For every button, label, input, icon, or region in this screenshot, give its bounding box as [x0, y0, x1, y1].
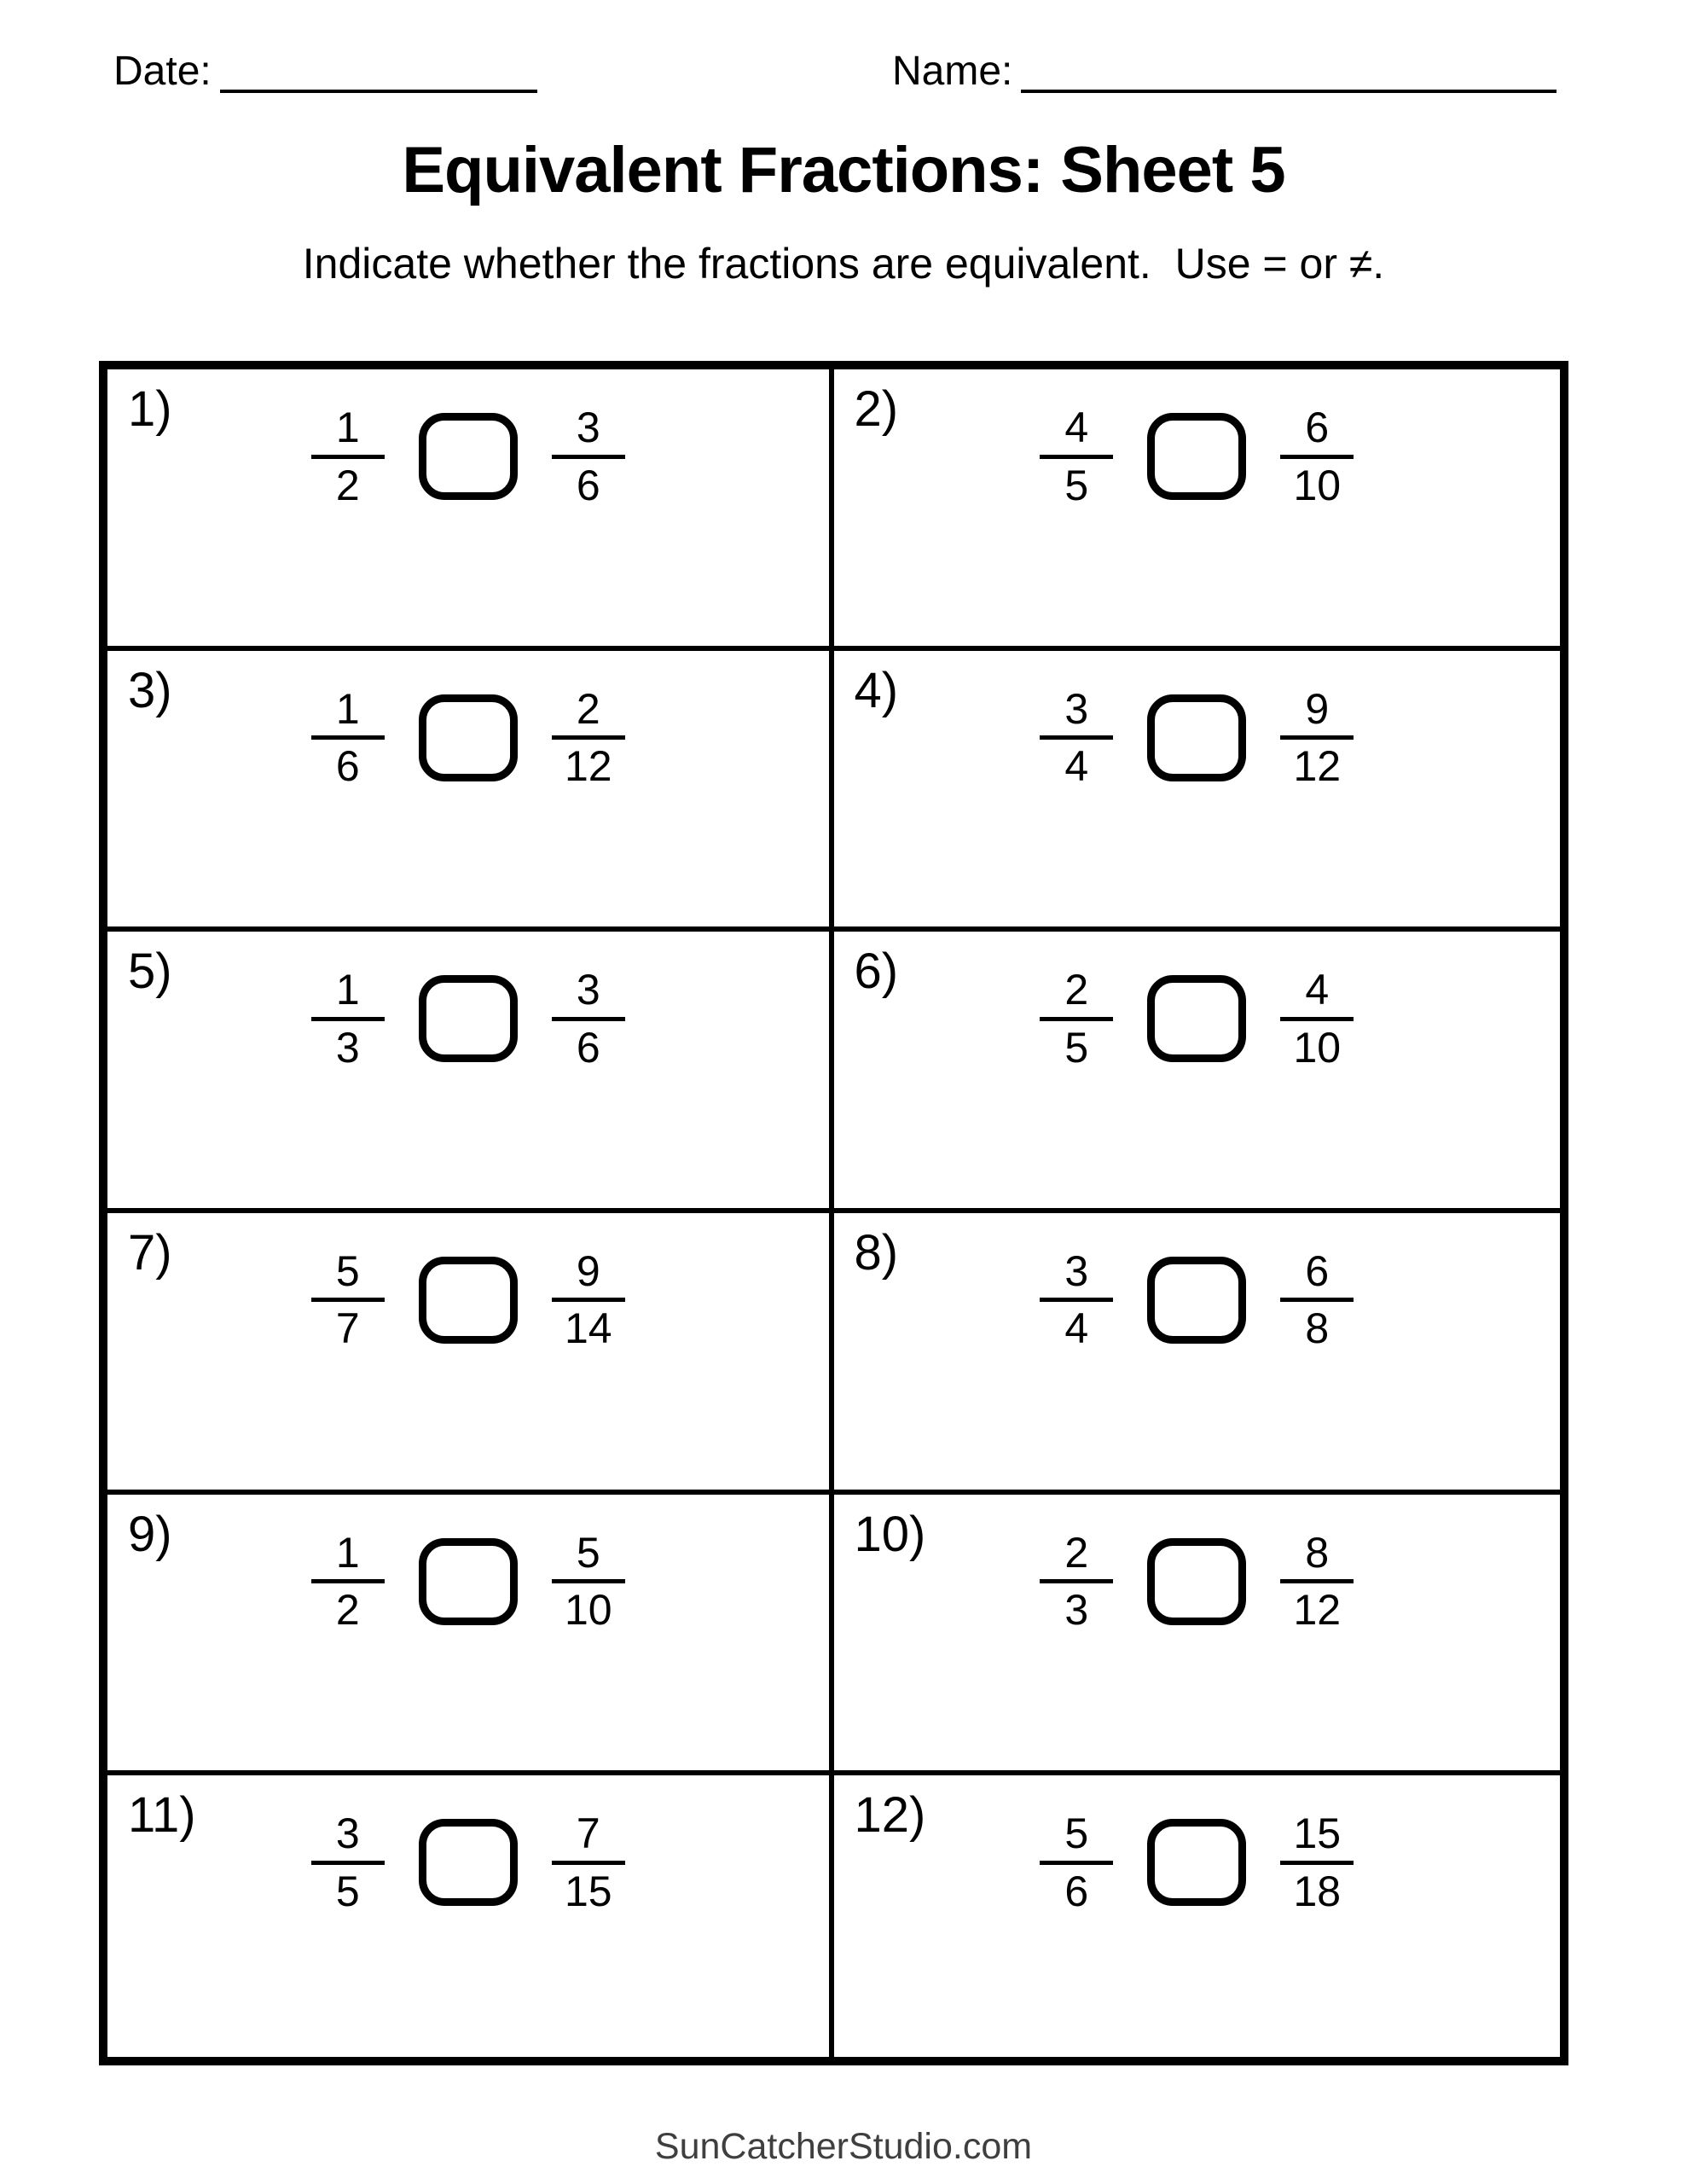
numerator: 5: [1064, 1809, 1089, 1858]
name-write-line[interactable]: [1021, 50, 1557, 93]
problem-row: [107, 967, 829, 1070]
numerator: 8: [1305, 1528, 1330, 1577]
answer-box[interactable]: [419, 1257, 518, 1344]
name-field: [892, 49, 1557, 95]
problem-row: [834, 405, 1561, 508]
problem-cell-4: [834, 651, 1561, 932]
denominator: 12: [564, 742, 612, 791]
numerator: 6: [1305, 404, 1330, 451]
denominator: 4: [1064, 742, 1089, 791]
fraction-bar: [1040, 735, 1113, 740]
numerator: 4: [1064, 404, 1089, 451]
numerator: 4: [1305, 966, 1330, 1014]
problem-cell-10: [834, 1495, 1561, 1776]
left-fraction: [1040, 1246, 1113, 1353]
denominator: 10: [564, 1586, 612, 1635]
answer-box[interactable]: [1147, 1257, 1246, 1344]
problem-number: 2): [854, 381, 899, 437]
problem-number: 3): [128, 662, 172, 718]
problem-number: 8): [854, 1224, 899, 1281]
numerator: 2: [1064, 966, 1089, 1014]
problem-number: 6): [854, 944, 899, 1000]
fraction-bar: [311, 1017, 385, 1021]
fraction-bar: [1040, 1861, 1113, 1865]
right-fraction: [552, 1246, 625, 1353]
fraction-bar: [1280, 735, 1354, 740]
left-fraction: [1040, 684, 1113, 791]
fraction-bar: [1280, 1861, 1354, 1865]
denominator: 3: [1064, 1586, 1089, 1635]
answer-box[interactable]: [419, 1819, 518, 1906]
right-fraction: [1280, 967, 1354, 1070]
denominator: 6: [1064, 1867, 1089, 1915]
fraction-bar: [552, 1017, 625, 1021]
right-fraction: [552, 684, 625, 791]
numerator: 5: [335, 1246, 360, 1295]
numerator: 2: [576, 684, 600, 733]
numerator: 15: [1293, 1809, 1342, 1858]
fraction-bar: [1040, 455, 1113, 459]
problem-number: 5): [128, 944, 172, 1000]
denominator: 15: [564, 1867, 612, 1915]
answer-box[interactable]: [419, 975, 518, 1062]
fraction-bar: [311, 1298, 385, 1302]
fraction-bar: [552, 455, 625, 459]
denominator: 4: [1064, 1304, 1089, 1353]
left-fraction: [1040, 967, 1113, 1070]
numerator: 1: [335, 1528, 360, 1577]
fraction-bar: [552, 1579, 625, 1583]
numerator: 9: [1305, 684, 1330, 733]
problem-cell-2: [834, 369, 1561, 651]
left-fraction: [311, 684, 385, 791]
numerator: 1: [335, 966, 360, 1014]
problem-row: [107, 1811, 829, 1914]
problem-number: 12): [854, 1787, 926, 1844]
problem-cell-1: [107, 369, 834, 651]
denominator: 2: [335, 461, 360, 509]
right-fraction: [1280, 684, 1354, 791]
right-fraction: [552, 1528, 625, 1635]
denominator: 6: [576, 1023, 600, 1072]
problem-number: 9): [128, 1506, 172, 1562]
numerator: 9: [576, 1246, 600, 1295]
problem-cell-3: [107, 651, 834, 932]
left-fraction: [311, 967, 385, 1070]
fraction-bar: [311, 735, 385, 740]
fraction-bar: [552, 1861, 625, 1865]
fraction-bar: [1280, 455, 1354, 459]
problem-row: [107, 405, 829, 508]
fraction-bar: [1040, 1017, 1113, 1021]
numerator: 6: [1305, 1246, 1330, 1295]
denominator: 5: [1064, 461, 1089, 509]
denominator: 14: [564, 1304, 612, 1353]
answer-box[interactable]: [419, 694, 518, 781]
right-fraction: [552, 405, 625, 508]
left-fraction: [311, 1246, 385, 1353]
left-fraction: [311, 1811, 385, 1914]
footer-credit: SunCatcherStudio.com: [654, 2126, 1033, 2167]
numerator: 5: [576, 1528, 600, 1577]
name-label: Name:: [892, 49, 1013, 94]
right-fraction: [552, 1811, 625, 1914]
denominator: 12: [1293, 742, 1342, 791]
problem-row: [834, 1246, 1561, 1353]
answer-box[interactable]: [419, 1538, 518, 1625]
right-fraction: [1280, 405, 1354, 508]
numerator: 1: [335, 404, 360, 451]
answer-box[interactable]: [1147, 413, 1246, 500]
date-write-line[interactable]: [220, 50, 537, 93]
answer-box[interactable]: [419, 413, 518, 500]
problem-row: [834, 1811, 1561, 1914]
numerator: 3: [1064, 1246, 1089, 1295]
denominator: 10: [1293, 461, 1342, 509]
denominator: 5: [1064, 1023, 1089, 1072]
denominator: 6: [576, 461, 600, 509]
numerator: 7: [576, 1809, 600, 1858]
left-fraction: [311, 405, 385, 508]
problem-cell-7: [107, 1213, 834, 1495]
problem-number: 4): [854, 662, 899, 718]
fraction-bar: [311, 455, 385, 459]
right-fraction: [1280, 1811, 1354, 1914]
denominator: 2: [335, 1586, 360, 1635]
problem-number: 10): [854, 1506, 926, 1562]
right-fraction: [1280, 1246, 1354, 1353]
fraction-bar: [1280, 1017, 1354, 1021]
numerator: 3: [335, 1809, 360, 1858]
answer-box[interactable]: [1147, 1819, 1246, 1906]
numerator: 1: [335, 684, 360, 733]
problem-number: 11): [128, 1787, 196, 1844]
numerator: 2: [1064, 1528, 1089, 1577]
denominator: 10: [1293, 1023, 1342, 1072]
problem-cell-6: [834, 932, 1561, 1213]
problem-cell-9: [107, 1495, 834, 1776]
answer-box[interactable]: [1147, 694, 1246, 781]
fraction-bar: [311, 1579, 385, 1583]
page-title: Equivalent Fractions: Sheet 5: [402, 134, 1285, 206]
denominator: 3: [335, 1023, 360, 1072]
left-fraction: [1040, 1811, 1113, 1914]
fraction-bar: [1040, 1298, 1113, 1302]
fraction-bar: [311, 1861, 385, 1865]
fraction-bar: [1280, 1579, 1354, 1583]
problem-row: [107, 684, 829, 791]
fraction-bar: [1040, 1579, 1113, 1583]
denominator: 12: [1293, 1586, 1342, 1635]
fraction-bar: [552, 735, 625, 740]
problem-row: [834, 967, 1561, 1070]
answer-box[interactable]: [1147, 1538, 1246, 1625]
problem-cell-8: [834, 1213, 1561, 1495]
denominator: 18: [1293, 1867, 1342, 1915]
date-label: Date:: [113, 49, 212, 94]
numerator: 3: [1064, 684, 1089, 733]
problem-row: [107, 1246, 829, 1353]
fraction-bar: [552, 1298, 625, 1302]
problems-grid: [99, 361, 1568, 2065]
problem-cell-5: [107, 932, 834, 1213]
problem-number: 7): [128, 1224, 172, 1281]
problem-cell-12: [834, 1775, 1561, 2057]
problem-number: 1): [128, 381, 172, 437]
problem-row: [107, 1528, 829, 1635]
left-fraction: [1040, 405, 1113, 508]
denominator: 6: [335, 742, 360, 791]
fraction-bar: [1280, 1298, 1354, 1302]
problem-row: [834, 684, 1561, 791]
answer-box[interactable]: [1147, 975, 1246, 1062]
date-field: [113, 49, 537, 95]
problem-cell-11: [107, 1775, 834, 2057]
left-fraction: [311, 1528, 385, 1635]
numerator: 3: [576, 404, 600, 451]
denominator: 7: [335, 1304, 360, 1353]
denominator: 5: [335, 1867, 360, 1915]
numerator: 3: [576, 966, 600, 1014]
problem-row: [834, 1528, 1561, 1635]
right-fraction: [552, 967, 625, 1070]
left-fraction: [1040, 1528, 1113, 1635]
instructions-text: Indicate whether the fractions are equivalent. Use = or ≠.: [302, 240, 1385, 288]
denominator: 8: [1305, 1304, 1330, 1353]
right-fraction: [1280, 1528, 1354, 1635]
